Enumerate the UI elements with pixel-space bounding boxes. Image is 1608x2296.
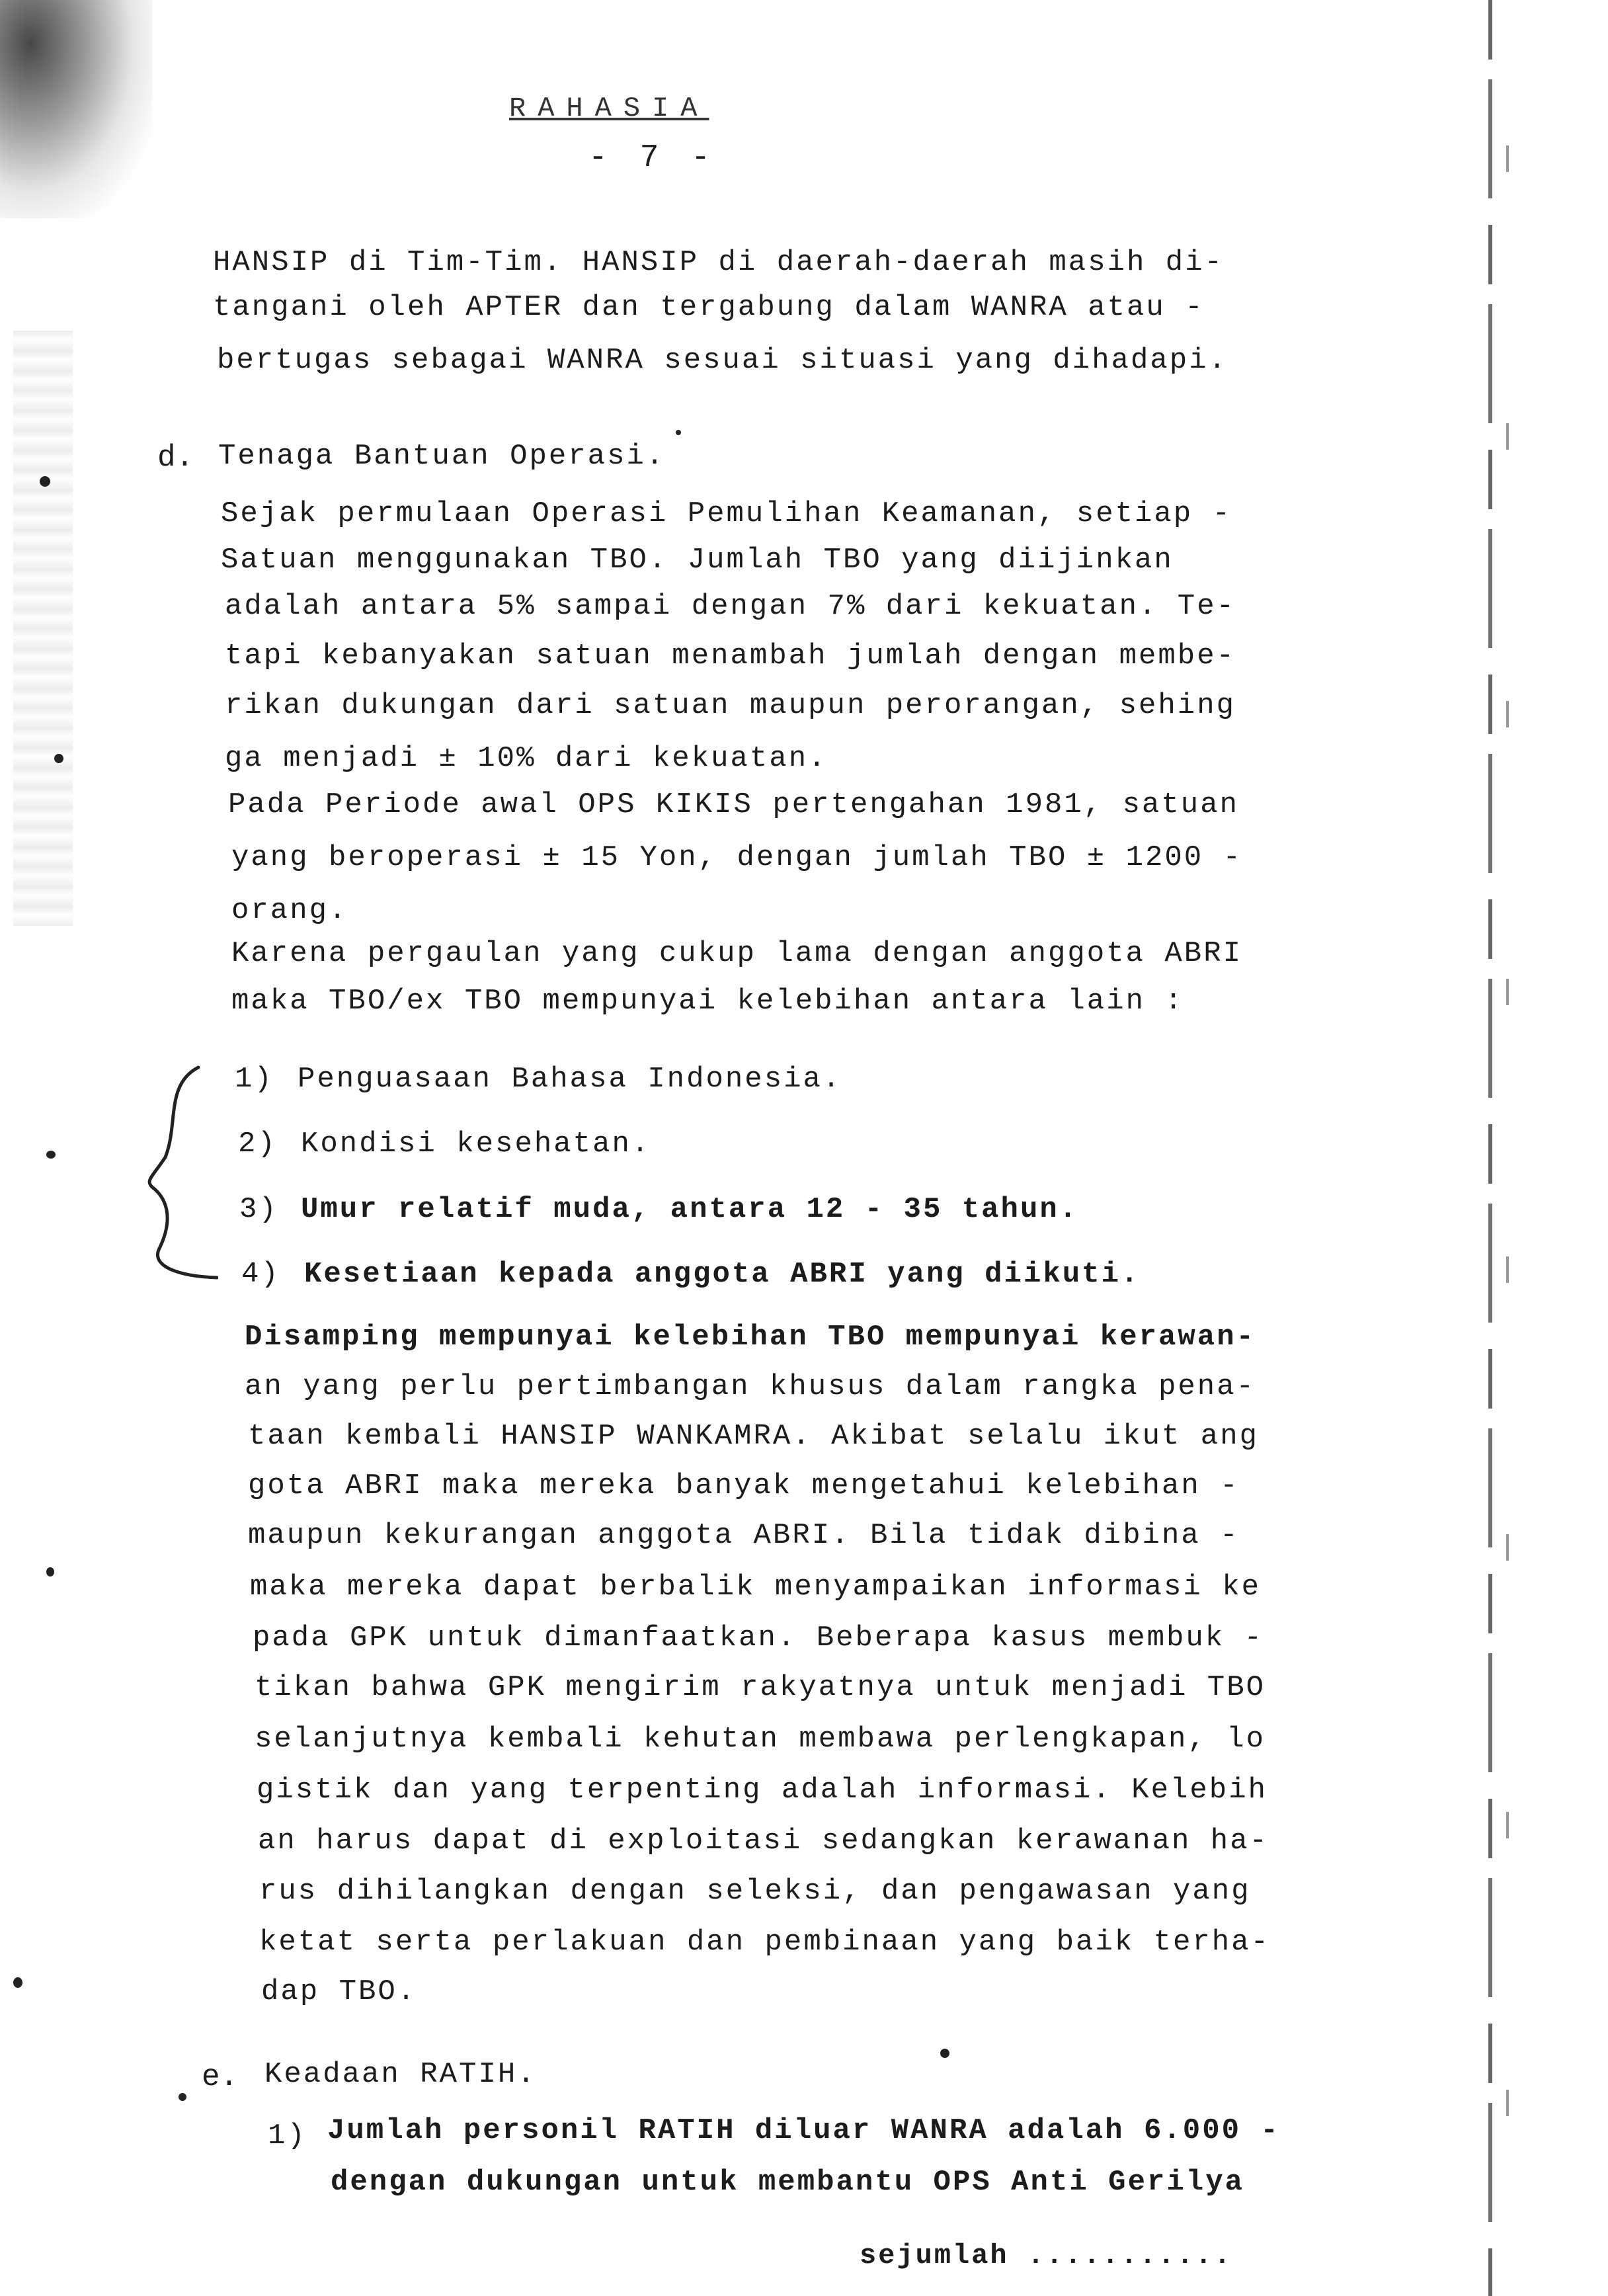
scan-edge-right (1488, 0, 1492, 2296)
paragraph-line: taan kembali HANSIP WANKAMRA. Akibat selalu ikut ang (248, 1420, 1260, 1453)
scan-speck (179, 2093, 186, 2101)
section-d-marker: d. (157, 440, 194, 475)
intro-line: bertugas sebagai WANRA sesuai situasi yang dihadapi. (217, 344, 1228, 377)
scan-speck (40, 476, 50, 487)
paragraph-line: ga menjadi ± 10% dari kekuatan. (225, 742, 828, 775)
continuation-text: sejumlah ........... (860, 2240, 1233, 2272)
scan-speck (676, 430, 681, 435)
list-item-number: 1) (268, 2119, 307, 2152)
paragraph-line: gota ABRI maka mereka banyak mengetahui kelebihan - (248, 1469, 1240, 1502)
paragraph-line: orang. (231, 894, 348, 927)
list-item-text: Penguasaan Bahasa Indonesia. (298, 1063, 842, 1096)
paragraph-line: maka TBO/ex TBO mempunyai kelebihan antara lain : (231, 985, 1184, 1018)
paragraph-line: rikan dukungan dari satuan maupun perorangan, sehing (225, 689, 1236, 722)
scan-smudge-left (13, 331, 73, 926)
paragraph-line: maka mereka dapat berbalik menyampaikan informasi ke (250, 1571, 1262, 1604)
paragraph-line: an harus dapat di exploitasi sedangkan kerawanan ha- (258, 1824, 1269, 1858)
intro-line: HANSIP di Tim-Tim. HANSIP di daerah-daerah masih di- (213, 246, 1225, 279)
paragraph-line: an yang perlu pertimbangan khusus dalam rangka pena- (245, 1370, 1256, 1403)
paragraph-line: Karena pergaulan yang cukup lama dengan anggota ABRI (231, 937, 1243, 970)
scan-speck (13, 1977, 22, 1988)
paragraph-line: Satuan menggunakan TBO. Jumlah TBO yang diijinkan (221, 544, 1174, 577)
list-item-number: 1) (235, 1063, 274, 1096)
paragraph-line: rus dihilangkan dengan seleksi, dan pengawasan yang (259, 1875, 1251, 1908)
list-item-number: 3) (239, 1193, 278, 1226)
section-d-title: Tenaga Bantuan Operasi. (218, 440, 666, 473)
list-item-text: Kondisi kesehatan. (301, 1128, 651, 1161)
section-e-title: Keadaan RATIH. (264, 2058, 537, 2091)
paragraph-line: tapi kebanyakan satuan menambah jumlah dengan membe- (225, 639, 1236, 673)
scan-edge-right-secondary (1506, 0, 1509, 2296)
paragraph-line: Sejak permulaan Operasi Pemulihan Keamanan, setiap - (221, 497, 1232, 530)
list-item-text: Jumlah personil RATIH diluar WANRA adalah 6.000 - (327, 2114, 1280, 2147)
list-item-number: 4) (241, 1258, 280, 1291)
paragraph-line: pada GPK untuk dimanfaatkan. Beberapa kasus membuk - (253, 1621, 1264, 1655)
paragraph-line: gistik dan yang terpenting adalah informasi. Kelebih (257, 1774, 1268, 1807)
intro-line: tangani oleh APTER dan tergabung dalam WANRA atau - (213, 291, 1205, 324)
paragraph-line: yang beroperasi ± 15 Yon, dengan jumlah TBO ± 1200 - (231, 841, 1243, 874)
paragraph-line: ketat serta perlakuan dan pembinaan yang baik terha- (259, 1926, 1271, 1959)
scan-smudge-top-left (0, 0, 152, 218)
scan-speck (940, 2049, 949, 2058)
paragraph-line: dap TBO. (261, 1975, 417, 2008)
paragraph-line: tikan bahwa GPK mengirim rakyatnya untuk menjadi TBO (255, 1671, 1266, 1704)
paragraph-line: adalah antara 5% sampai dengan 7% dari kekuatan. Te- (225, 590, 1236, 623)
paragraph-line: maupun kekurangan anggota ABRI. Bila tidak dibina - (248, 1519, 1240, 1552)
page-number: - 7 - (588, 140, 717, 176)
paragraph-line: Disamping mempunyai kelebihan TBO mempunyai kerawan- (245, 1321, 1256, 1354)
list-item-text: Kesetiaan kepada anggota ABRI yang diikuti. (304, 1258, 1141, 1291)
section-e-marker: e. (202, 2060, 239, 2094)
handwritten-brace-mark (139, 1065, 218, 1283)
scan-speck (46, 1151, 56, 1159)
list-item-number: 2) (238, 1128, 277, 1161)
scan-speck (54, 754, 63, 763)
scan-speck (46, 1567, 54, 1577)
classification-header: RAHASIA (509, 93, 709, 124)
list-item-text: Umur relatif muda, antara 12 - 35 tahun. (301, 1193, 1079, 1226)
paragraph-line: Pada Periode awal OPS KIKIS pertengahan 1981, satuan (228, 788, 1240, 821)
paragraph-line: selanjutnya kembali kehutan membawa perlengkapan, lo (255, 1723, 1266, 1756)
list-item-text: dengan dukungan untuk membantu OPS Anti Gerilya (331, 2166, 1245, 2199)
